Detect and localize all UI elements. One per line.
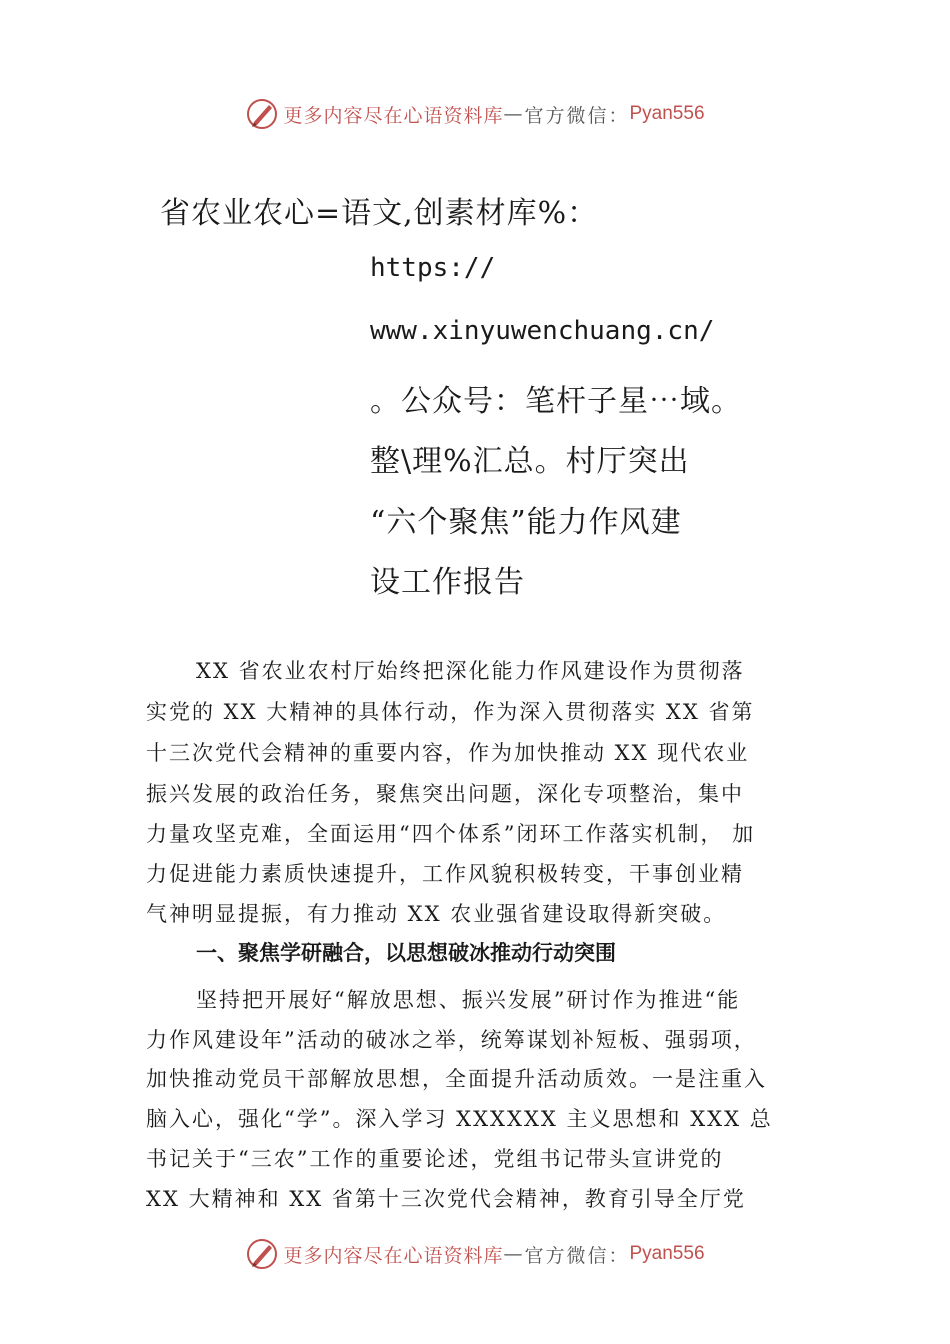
section-1-line-3: 加快推动党员干部解放思想，全面提升活动质效。一是注重入 [146,1067,767,1091]
intro-line-7: 气神明显提振，有力推动 XX 农业强省建设取得新突破。 [146,902,727,926]
doc-title-line-2: https:// [370,253,496,283]
section-1-line-6: XX 大精神和 XX 省第十三次党代会精神，教育引导全厅党 [146,1187,746,1211]
banner-wechat-id: Pyan556 [629,103,705,124]
section-1-heading: 一、聚焦学研融合，以思想破冰推动行动突围 [196,941,616,965]
section-1-line-4: 脑入心，强化“学”。深入学习 XXXXXX 主义思想和 XXX 总 [146,1107,773,1131]
banner-dash: — [503,103,525,125]
intro-line-6: 力促进能力素质快速提升，工作风貌积极转变，干事创业精 [146,862,744,886]
doc-title-line-5: 整\理%汇总。村厅突出 [370,444,690,479]
doc-title-line-1: 省农业农心=语文,创素材库%： [160,196,599,231]
intro-line-4: 振兴发展的政治任务，聚焦突出问题，深化专项整治，集中 [146,782,744,806]
doc-title-line-6: “六个聚焦”能力作风建 [370,505,682,540]
pen-logo-icon [245,1237,279,1271]
intro-line-2: 实党的 XX 大精神的具体行动，作为深入贯彻落实 XX 省第 [146,700,755,724]
doc-title-line-4: 。公众号：笔杆子星⋯域。 [370,384,742,419]
intro-line-5: 力量攻坚克难，全面运用“四个体系”闭环工作落实机制， 加 [146,822,756,846]
section-1-line-5: 书记关于“三农”工作的重要论述，党组书记带头宣讲党的 [146,1147,724,1171]
banner-site-name: 更多内容尽在心语资料库 [283,104,504,127]
section-1-line-2: 力作风建设年”活动的破冰之举，统筹谋划补短板、强弱项， [146,1028,757,1052]
banner-wechat-label: 官方微信： [524,1244,630,1267]
banner-dash: — [503,1243,525,1265]
doc-title-line-3: www.xinyuwenchuang.cn/ [370,316,715,346]
pen-logo-icon [245,97,279,131]
doc-title-line-7: 设工作报告 [370,565,525,600]
banner-site-name: 更多内容尽在心语资料库 [283,1244,504,1267]
banner-wechat-id: Pyan556 [629,1243,705,1264]
intro-line-1: XX 省农业农村厅始终把深化能力作风建设作为贯彻落 [196,659,745,683]
section-1-line-1: 坚持把开展好“解放思想、振兴发展”研讨作为推进“能 [196,988,741,1012]
header-banner [0,94,950,134]
footer-banner [0,1234,950,1274]
intro-line-3: 十三次党代会精神的重要内容，作为加快推动 XX 现代农业 [146,741,750,765]
banner-wechat-label: 官方微信： [524,104,630,127]
